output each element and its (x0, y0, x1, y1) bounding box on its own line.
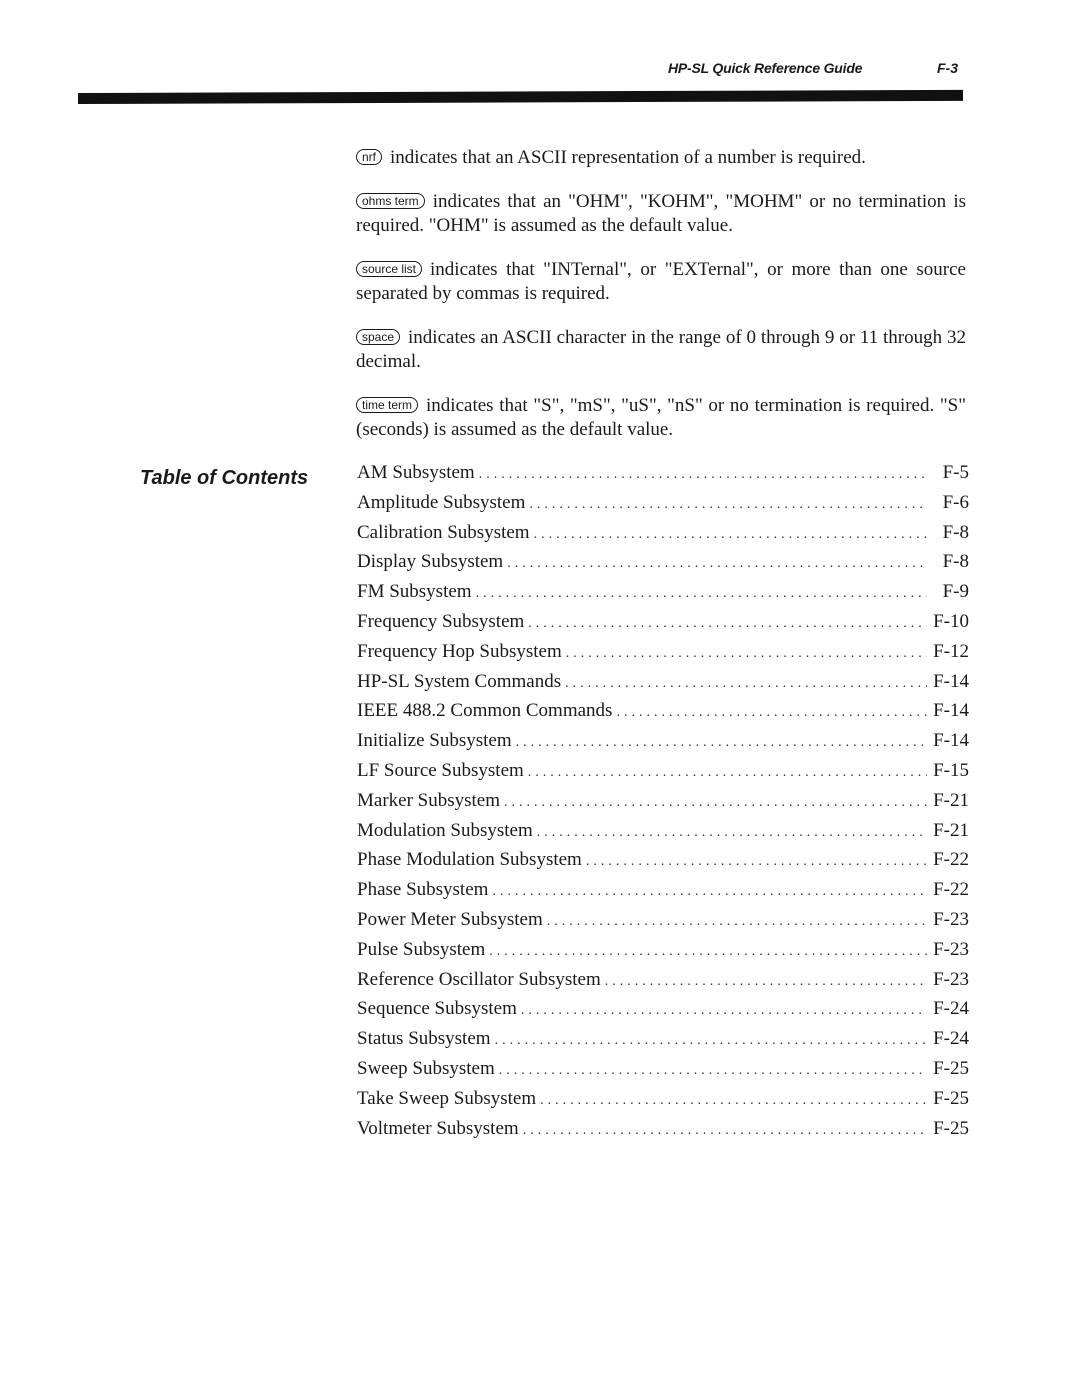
toc-entry-title: Initialize Subsystem (357, 730, 512, 752)
toc-entry-title: Frequency Subsystem (357, 610, 525, 632)
toc-entry (357, 968, 969, 998)
toc-entry-page: F-24 (933, 998, 969, 1020)
definition-time-term (356, 394, 966, 442)
toc-entry (357, 908, 969, 938)
toc-entry-title: AM Subsystem (357, 462, 475, 483)
toc-entry-page: F-25 (933, 1087, 969, 1109)
toc-entry (357, 699, 969, 729)
leader-dots (529, 493, 927, 517)
toc-entry-title: Display Subsystem (357, 551, 504, 573)
toc-entry (357, 878, 969, 908)
leader-dots (492, 880, 927, 904)
toc-entry-page: F-8 (942, 551, 969, 573)
toc-entry (357, 938, 969, 968)
leader-dots (616, 701, 927, 725)
toc-entry (357, 640, 969, 670)
toc-entry-title: FM Subsystem (357, 581, 472, 603)
toc-entry-title: Pulse Subsystem (357, 938, 486, 960)
toc-entry-page: F-12 (933, 640, 969, 662)
table-of-contents (357, 461, 969, 1146)
definition-text: indicates that "S", "mS", "uS", "nS" or no termination is required. "S" (seconds) is assumed as the default value. (356, 395, 966, 440)
definition-text: indicates that an "OHM", "KOHM", "MOHM" or no termination is required. "OHM" is assumed as the default value. (356, 191, 966, 236)
toc-entry-page: F-10 (933, 610, 969, 632)
toc-entry-page: F-25 (933, 1117, 969, 1139)
leader-dots (489, 940, 927, 964)
leader-dots (565, 672, 927, 696)
leader-dots (495, 1029, 927, 1053)
toc-entry-page: F-21 (933, 819, 969, 841)
toc-entry-title: Status Subsystem (357, 1028, 491, 1050)
toc-entry-page: F-22 (933, 849, 969, 871)
toc-entry-page: F-8 (942, 521, 969, 543)
time-term-tag: time term (356, 397, 418, 413)
toc-entry-title: Marker Subsystem (357, 789, 501, 811)
toc-entry-title: Power Meter Subsystem (357, 908, 543, 930)
toc-entry (357, 580, 969, 610)
definition-nrf (356, 146, 966, 170)
toc-entry-title: LF Source Subsystem (357, 759, 524, 781)
toc-entry (357, 1057, 969, 1087)
leader-dots (566, 642, 927, 666)
toc-entry-page: F-25 (933, 1057, 969, 1079)
leader-dots (528, 612, 927, 636)
leader-dots (540, 1089, 927, 1113)
toc-entry (357, 461, 969, 491)
leader-dots (523, 1119, 927, 1143)
toc-entry-page: F-6 (942, 491, 969, 513)
definition-text: indicates that "INTernal", or "EXTernal", or more than one source separated by commas is required. (356, 259, 966, 304)
toc-entry (357, 610, 969, 640)
toc-entry-page: F-14 (933, 670, 969, 692)
leader-dots (507, 552, 927, 576)
toc-entry (357, 759, 969, 789)
definitions-list (356, 146, 966, 442)
toc-entry (357, 491, 969, 521)
guide-title: HP-SL Quick Reference Guide (668, 60, 863, 76)
toc-entry-page: F-14 (933, 700, 969, 722)
page-header (0, 60, 1080, 84)
toc-entry-page: F-21 (933, 789, 969, 811)
toc-entry (357, 789, 969, 819)
leader-dots (586, 850, 927, 874)
source-list-tag: source list (356, 261, 422, 277)
ohms-term-tag: ohms term (356, 193, 425, 209)
toc-entry-page: F-23 (933, 908, 969, 930)
definition-text: indicates that an ASCII representation of a number is required. (390, 147, 866, 168)
toc-entry-page: F-24 (933, 1028, 969, 1050)
definition-source-list (356, 258, 966, 306)
leader-dots (537, 821, 927, 845)
leader-dots (528, 761, 927, 785)
leader-dots (476, 582, 927, 606)
leader-dots (516, 731, 927, 755)
leader-dots (547, 910, 927, 934)
definition-space (356, 326, 966, 374)
page-number: F-3 (937, 60, 958, 76)
leader-dots (499, 1059, 927, 1083)
space-tag: space (356, 329, 400, 345)
toc-entry (357, 1027, 969, 1057)
toc-entry-page: F-22 (933, 879, 969, 901)
toc-entry-title: Take Sweep Subsystem (357, 1087, 537, 1109)
toc-entry-title: Modulation Subsystem (357, 819, 533, 841)
toc-entry-title: Reference Oscillator Subsystem (357, 968, 601, 990)
toc-entry (357, 1117, 969, 1147)
toc-entry-page: F-23 (933, 968, 969, 990)
toc-entry (357, 550, 969, 580)
toc-entry-page: F-23 (933, 938, 969, 960)
toc-entry (357, 848, 969, 878)
toc-entry-page: F-14 (933, 730, 969, 752)
toc-entry-page: F-15 (933, 759, 969, 781)
toc-entry-title: Frequency Hop Subsystem (357, 640, 562, 662)
toc-entry-title: Amplitude Subsystem (357, 491, 526, 513)
toc-entry-title: Voltmeter Subsystem (357, 1117, 519, 1139)
leader-dots (534, 523, 927, 547)
definition-text: indicates an ASCII character in the range of 0 through 9 or 11 through 32 decimal. (356, 327, 966, 372)
toc-entry-page: F-9 (942, 581, 969, 603)
toc-heading: Table of Contents (140, 467, 309, 489)
toc-entry (357, 1087, 969, 1117)
leader-dots (504, 791, 927, 815)
toc-entry-title: Phase Subsystem (357, 879, 489, 901)
toc-entry-page: F-5 (942, 462, 969, 483)
toc-entry-title: Phase Modulation Subsystem (357, 849, 582, 871)
header-rule (78, 90, 963, 104)
toc-entry (357, 729, 969, 759)
toc-entry-title: HP-SL System Commands (357, 670, 562, 692)
toc-entry-title: IEEE 488.2 Common Commands (357, 700, 613, 722)
leader-dots (605, 970, 927, 994)
toc-entry (357, 819, 969, 849)
toc-entry (357, 521, 969, 551)
toc-entry (357, 997, 969, 1027)
toc-entry (357, 670, 969, 700)
leader-dots (479, 463, 927, 487)
toc-entry-title: Sweep Subsystem (357, 1057, 495, 1079)
leader-dots (521, 999, 927, 1023)
toc-entry-title: Sequence Subsystem (357, 998, 517, 1020)
definition-ohms-term (356, 190, 966, 238)
nrf-tag: nrf (356, 149, 382, 165)
toc-entry-title: Calibration Subsystem (357, 521, 530, 543)
